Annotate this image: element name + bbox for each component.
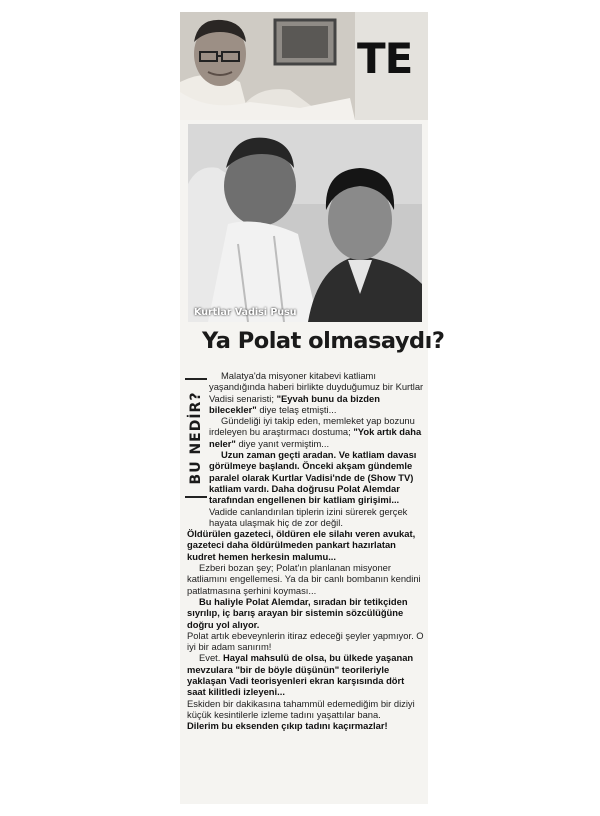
photo-caption: Kurtlar Vadisi Pusu (194, 307, 297, 318)
columnist-photo (180, 12, 355, 120)
paragraph: Evet. Hayal mahsulü de olsa, bu ülkede yaşanan mevzulara "bir de böyle düşünün" teorileriyle yaklaşan Vadi teorisyenleri ekran karşısında dört saat kilitledi izleyeni... (187, 652, 414, 698)
paragraph: Bu haliyle Polat Alemdar, sıradan bir tetikçiden sıyrılıp, iç barış arayan bir sistemin sözcülüğüne doğru yol alıyor. (187, 595, 408, 630)
paragraph: Malatya'da misyoner kitabevi katliamı yaşandığında haberi birlikte duyduğumuz bir Kurtlar Vadisi senaristi; "Eyvah bunu da bizden bilecekler" diye telaş etmişti... (209, 370, 424, 415)
column-header (180, 12, 428, 120)
section-title: TE (357, 34, 413, 83)
paragraph: Polat artık ebeveynlerin itiraz edeceği şeyler yapmıyor. O iyi bir adam sanırım! (187, 629, 424, 653)
article-body (187, 370, 425, 732)
paragraph: Dilerim bu eksenden çıkıp tadını kaçırmazlar! (187, 720, 388, 732)
paragraph: Gündeliği iyi takip eden, memleket yap bozunu irdeleyen bu araştırmacı dostuma; "Yok artık daha neler" diye yanıt vermiştim... (209, 415, 422, 449)
paragraph: Öldürülen gazeteci, öldüren ele silahı veren avukat, gazeteci daha öldürülmeden pankart hazırlatan kudret hemen herkesin malumu... (187, 528, 416, 562)
newspaper-clipping (180, 12, 445, 804)
tv-still-photo (188, 124, 422, 322)
tv-still-image (188, 124, 422, 322)
paragraph: Eskiden bir dakikasına tahammül edemediğim bir diziyi küçük kesintilerle izleme tadını yaşattılar bana. (187, 697, 415, 720)
paragraph: Uzun zaman geçti aradan. Ve katliam davası görülmeye başlandı. Önceki akşam gündemle paralel olarak Kurtlar Vadisi'nde de (Show TV) katliam vardı. Daha doğrusu Polat Alemdar tarafından engellenen bir katliam girişimi... Vadide canlandırılan tiplerin izini sürerek gerçek hayata ulaşmak hiç de zor değil. (209, 449, 417, 528)
headline: Ya Polat olmasaydı? (202, 328, 445, 354)
paragraph: Ezberi bozan şey; Polat'ın planlanan misyoner katliamını engellemesi. Ya da bir canlı bombanın kendini patlatmasına şerhini koyması... (187, 562, 421, 596)
side-label-text: BU NEDİR? (188, 391, 204, 485)
